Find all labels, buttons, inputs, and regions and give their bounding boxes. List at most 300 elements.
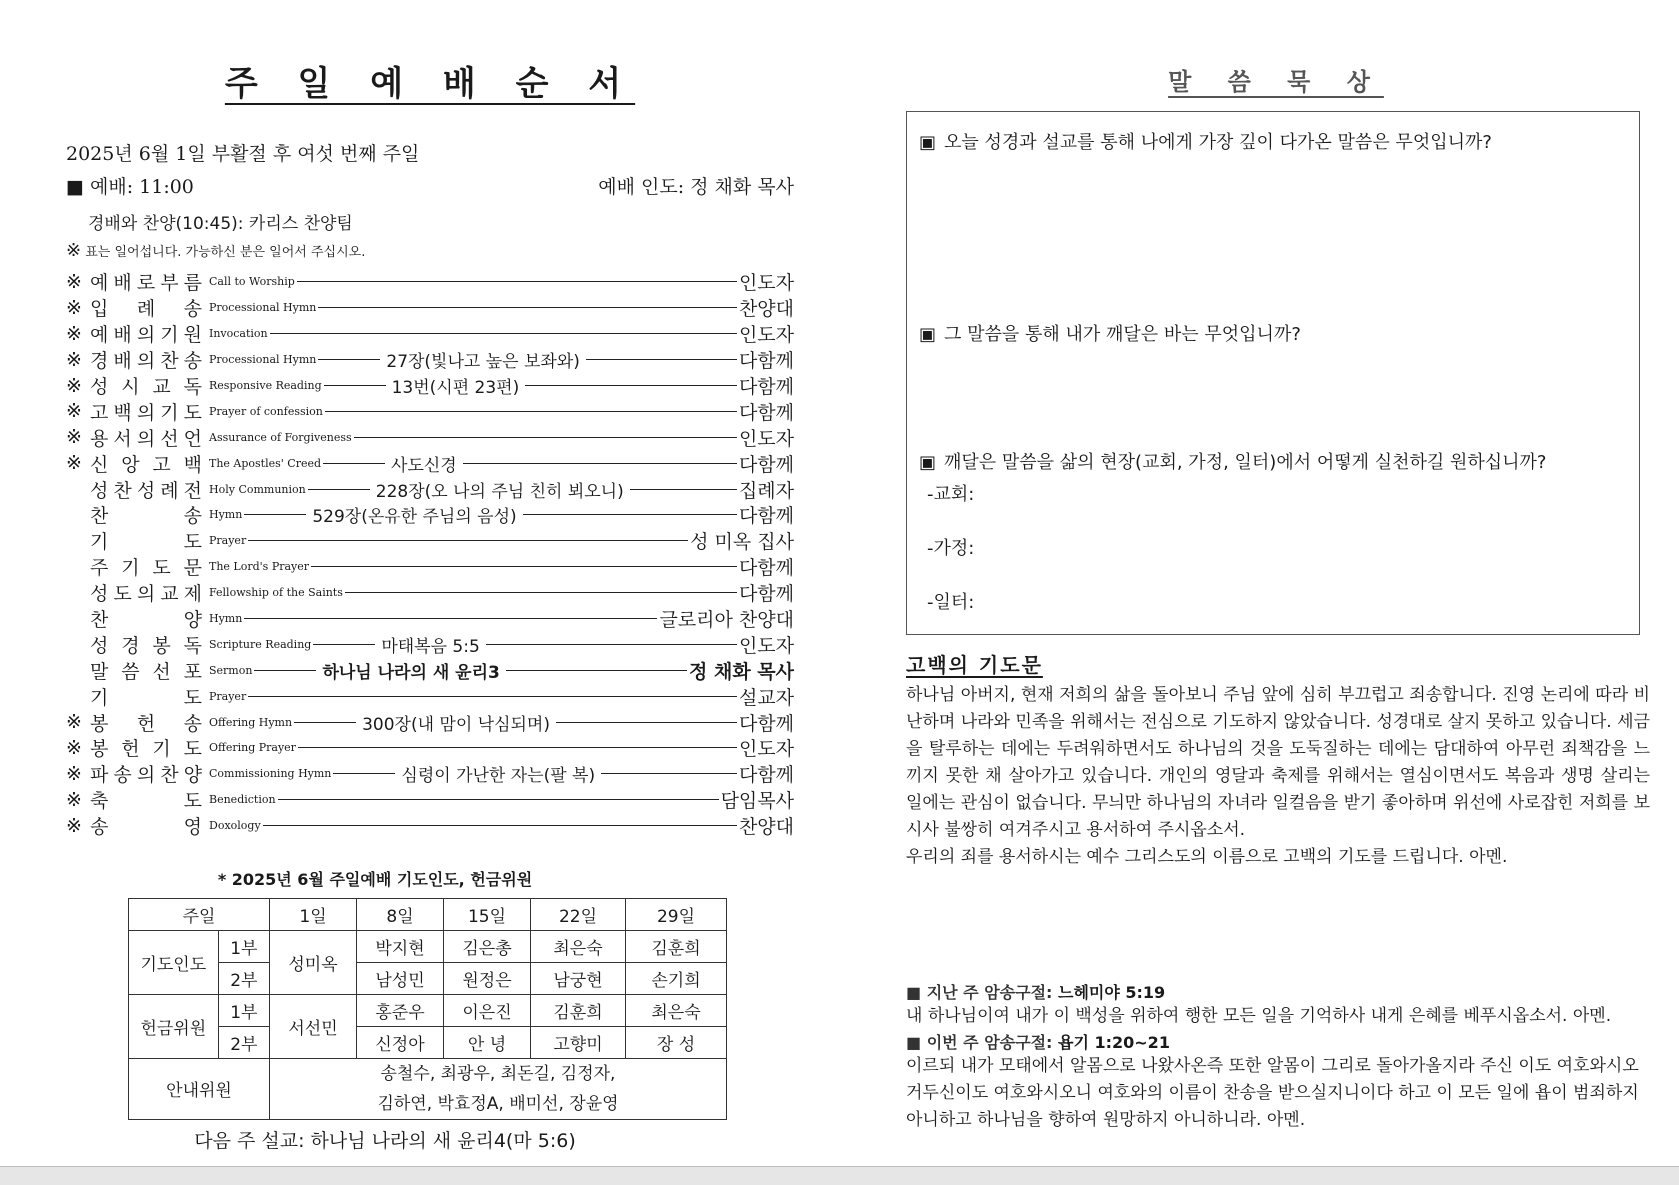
name-char: 영 — [183, 816, 202, 839]
table-row — [129, 1026, 727, 1058]
order-item-english: Scripture Reading — [209, 637, 312, 651]
table-cell: 장 성 — [626, 1026, 727, 1058]
table-cell: 남궁현 — [531, 962, 626, 994]
name-char: 찬 — [160, 350, 179, 373]
date-line: 2025년 6월 1일 부활절 후 여섯 번째 주일 — [66, 143, 420, 165]
leader-line — [263, 825, 737, 826]
table-row — [129, 962, 727, 994]
order-item-detail: 27장(빛나고 높은 보좌와) — [386, 352, 580, 373]
order-item-name — [90, 320, 202, 347]
order-item-leader: 인도자 — [738, 427, 794, 450]
order-item-english: Prayer — [209, 534, 247, 548]
order-item-name — [90, 424, 202, 451]
leader-line — [601, 773, 737, 774]
duty-table — [128, 898, 727, 1120]
order-item-leader: 다함께 — [738, 764, 794, 787]
order-item-english: Prayer — [209, 689, 247, 703]
table-cell: 최은숙 — [531, 930, 626, 962]
name-char: 송 — [183, 298, 202, 321]
praise-time: 경배와 찬양(10:45): 카리스 찬양팀 — [88, 214, 353, 234]
name-char: 백 — [183, 453, 202, 476]
order-item-detail: 228장(오 나의 주님 친히 뵈오니) — [375, 481, 624, 502]
table-cell: 안 녕 — [444, 1026, 531, 1058]
table-cell: 남성민 — [357, 962, 444, 994]
name-char: 용 — [90, 427, 109, 450]
name-char: 포 — [183, 660, 202, 683]
name-char: 양 — [183, 764, 202, 787]
order-item — [66, 709, 794, 735]
name-char: 파 — [90, 764, 109, 787]
standing-mark: ※ — [66, 736, 82, 759]
table-cell: 이은진 — [444, 994, 531, 1026]
name-char: 기 — [90, 531, 109, 554]
leader-line — [586, 359, 737, 360]
order-item-english: The Lord's Prayer — [209, 560, 310, 574]
usher-names-line: 송철수, 최광우, 최돈길, 김정자, — [380, 1063, 616, 1084]
next-sermon: 다음 주 설교: 하나님 나라의 새 윤리4(마 5:6) — [194, 1129, 576, 1152]
order-item-leader: 인도자 — [738, 634, 794, 657]
leader-line — [325, 411, 737, 412]
order-item-leader: 다함께 — [738, 505, 794, 528]
name-char: 선 — [160, 427, 179, 450]
leader-line — [248, 540, 688, 541]
table-cell: 최은숙 — [626, 994, 727, 1026]
name-char: 송 — [113, 764, 132, 787]
name-char: 문 — [183, 557, 202, 580]
leader-line — [297, 281, 737, 282]
order-item-leader: 글로리아 찬양대 — [659, 609, 794, 632]
name-char: 도 — [183, 790, 202, 813]
part-label: 1부 — [218, 930, 269, 962]
order-item-english: Prayer of confession — [209, 404, 323, 418]
leader-line — [254, 670, 316, 671]
order-item-english: Hymn — [209, 508, 243, 522]
leader-line — [523, 514, 737, 515]
page-bottom-bar — [0, 1166, 1679, 1185]
leader-line — [278, 799, 719, 800]
order-item-leader: 성 미옥 집사 — [690, 531, 794, 554]
worship-time: ■ 예배: 11:00 — [66, 176, 194, 198]
standing-mark: ※ — [66, 374, 82, 397]
question-1 — [919, 128, 1492, 154]
name-char: 배 — [113, 272, 132, 295]
table-header-cell: 22일 — [531, 898, 626, 930]
name-char: 의 — [136, 764, 156, 787]
leader-line — [324, 385, 386, 386]
leader-line — [354, 437, 737, 438]
name-char: 앙 — [121, 453, 140, 476]
order-item — [66, 424, 794, 450]
standing-mark: ※ — [66, 452, 82, 475]
order-item-leader: 정 채화 목사 — [689, 660, 794, 683]
order-item-english: Call to Worship — [209, 275, 295, 289]
question-mark-icon: ▣ — [919, 324, 937, 345]
order-item — [66, 398, 794, 424]
leader-line — [463, 463, 737, 464]
name-char: 도 — [113, 583, 132, 606]
table-cell: 신정아 — [357, 1026, 444, 1058]
order-item-name — [90, 553, 202, 580]
leader-line — [308, 489, 370, 490]
prayer-label: 기도인도 — [129, 930, 219, 994]
order-list — [66, 269, 794, 839]
leader-line — [270, 333, 737, 334]
usher-names — [270, 1058, 727, 1119]
name-char: 고 — [90, 401, 109, 424]
table-header-cell: 29일 — [626, 898, 727, 930]
table-header-cell: 8일 — [357, 898, 444, 930]
table-cell: 서선민 — [270, 994, 357, 1058]
usher-names-line: 김하연, 박효정A, 배미선, 장윤영 — [377, 1093, 619, 1114]
order-item — [66, 735, 794, 761]
order-item-detail: 13번(시편 23편) — [391, 378, 520, 398]
order-item-leader: 인도자 — [738, 272, 794, 295]
name-char: 기 — [152, 738, 171, 761]
order-item-english: Sermon — [209, 663, 253, 677]
order-item-leader: 다함께 — [738, 401, 794, 424]
order-item — [66, 295, 794, 321]
usher-label: 안내위원 — [129, 1058, 270, 1119]
standing-mark: ※ — [66, 814, 82, 837]
notice-mark: ※ — [66, 240, 82, 261]
standing-notice — [66, 240, 794, 261]
name-char: 송 — [90, 816, 109, 839]
table-cell: 성미옥 — [270, 930, 357, 994]
order-item-leader: 다함께 — [738, 712, 794, 735]
name-char: 의 — [136, 583, 156, 606]
leader-line — [244, 514, 306, 515]
table-cell: 김훈희 — [626, 930, 727, 962]
name-char: 언 — [183, 427, 202, 450]
table-row — [129, 994, 727, 1026]
table-cell: 김은총 — [444, 930, 531, 962]
name-char: 도 — [183, 401, 202, 424]
name-char: 양 — [183, 609, 202, 632]
name-char: 기 — [90, 686, 109, 709]
order-item-name — [90, 605, 202, 632]
sub-home: -가정: — [927, 538, 975, 559]
order-item-leader: 집례자 — [738, 479, 794, 502]
order-item — [66, 502, 794, 528]
standing-mark: ※ — [66, 400, 82, 423]
name-char: 기 — [160, 324, 179, 347]
leader-line — [323, 463, 385, 464]
standing-mark: ※ — [66, 270, 82, 293]
last-verse-heading — [906, 980, 1650, 1003]
question-text: 깨달은 말씀을 삶의 현장(교회, 가정, 일터)에서 어떻게 실천하길 원하십니까? — [944, 452, 1547, 473]
order-item-english: Benediction — [209, 793, 276, 807]
order-item-english: Processional Hymn — [209, 301, 317, 315]
name-char: 고 — [152, 453, 171, 476]
name-char: 말 — [90, 660, 109, 683]
name-char: 배 — [113, 350, 132, 373]
name-char: 헌 — [121, 738, 140, 761]
order-item — [66, 373, 794, 399]
last-verse-ref: 느헤미야 5:19 — [1058, 983, 1166, 1002]
standing-mark: ※ — [66, 711, 82, 734]
order-item-english: Doxology — [209, 819, 261, 833]
order-item-name — [90, 709, 202, 736]
order-item-leader: 설교자 — [738, 686, 794, 709]
name-char: 봉 — [90, 738, 109, 761]
name-char: 도 — [183, 738, 202, 761]
question-3 — [919, 448, 1546, 474]
name-char: 봉 — [90, 712, 109, 735]
sub-work: -일터: — [927, 592, 975, 613]
order-item-name — [90, 372, 202, 399]
this-verse-ref: 욥기 1:20~21 — [1058, 1033, 1170, 1052]
prayer-ending: 우리의 죄를 용서하시는 예수 그리스도의 이름으로 고백의 기도를 드립니다. 아멘. — [906, 847, 1508, 867]
order-item-english: Processional Hymn — [209, 353, 317, 367]
offering-label: 헌금위원 — [129, 994, 219, 1058]
order-item — [66, 657, 794, 683]
order-item-leader: 인도자 — [738, 324, 794, 347]
order-item-leader: 다함께 — [738, 557, 794, 580]
leader-line — [294, 722, 356, 723]
order-item — [66, 580, 794, 606]
name-char: 의 — [136, 324, 156, 347]
order-item-name — [90, 294, 202, 321]
leader-line — [311, 566, 737, 567]
order-item-detail: 사도신경 — [391, 455, 457, 476]
table-cell: 홍준우 — [357, 994, 444, 1026]
name-char: 찬 — [113, 479, 132, 502]
order-item — [66, 528, 794, 554]
order-item-english: The Apostles' Creed — [209, 456, 322, 470]
order-item-name — [90, 812, 202, 839]
order-item — [66, 761, 794, 787]
name-char: 원 — [183, 324, 202, 347]
order-item-name — [90, 268, 202, 295]
table-header-cell: 1일 — [270, 898, 357, 930]
leader-line — [318, 307, 737, 308]
order-item — [66, 606, 794, 632]
standing-mark: ※ — [66, 426, 82, 449]
order-item-leader: 다함께 — [738, 583, 794, 606]
this-verse-text: 이르되 내가 모태에서 알몸으로 나왔사온즉 또한 알몸이 그리로 돌아가올지라 주신 이도 여호와시오 거두신이도 여호와시오니 여호와의 이름이 찬송을 받으실지니이다 하고 이 모든 일에 욥이 범죄하지 아니하고 하나님을 향하여 원망하지 아니하니라. 아멘. — [906, 1056, 1639, 1130]
name-char: 의 — [136, 401, 156, 424]
order-item-english: Offering Hymn — [209, 715, 293, 729]
order-item-name — [90, 450, 202, 477]
last-verse-label: ■ 지난 주 암송구절: — [906, 983, 1053, 1002]
sub-church: -교회: — [927, 484, 975, 505]
name-char: 독 — [183, 634, 202, 657]
name-char: 배 — [113, 324, 132, 347]
standing-mark: ※ — [66, 322, 82, 345]
worship-leader: 예배 인도: 정 채화 목사 — [598, 176, 794, 198]
name-char: 도 — [183, 686, 202, 709]
order-item-name — [90, 579, 202, 606]
table-cell: 원정은 — [444, 962, 531, 994]
order-item — [66, 269, 794, 295]
prayer-text — [906, 682, 1650, 871]
question-2 — [919, 320, 1301, 346]
prayer-title: 고백의 기도문 — [906, 653, 1043, 677]
order-item-name — [90, 734, 202, 761]
name-char: 찬 — [160, 764, 179, 787]
order-item-name — [90, 683, 202, 710]
name-char: 입 — [90, 298, 109, 321]
part-label: 1부 — [218, 994, 269, 1026]
order-item-name — [90, 527, 202, 554]
order-item-leader: 다함께 — [738, 350, 794, 373]
name-char: 송 — [183, 505, 202, 528]
order-item-english: Offering Prayer — [209, 741, 296, 755]
table-cell: 박지현 — [357, 930, 444, 962]
name-char: 전 — [183, 479, 202, 502]
name-char: 찬 — [90, 505, 109, 528]
order-item-english: Hymn — [209, 612, 243, 626]
table-row — [129, 930, 727, 962]
name-char: 부 — [160, 272, 179, 295]
leader-line — [525, 385, 737, 386]
order-item-leader: 찬양대 — [738, 298, 794, 321]
table-cell: 손기희 — [626, 962, 727, 994]
leader-line — [556, 722, 737, 723]
question-text: 오늘 성경과 설교를 통해 나에게 가장 깊이 다가온 말씀은 무엇입니까? — [944, 132, 1492, 153]
name-char: 성 — [90, 583, 109, 606]
name-char: 경 — [121, 634, 140, 657]
order-item — [66, 450, 794, 476]
name-char: 기 — [121, 557, 140, 580]
table-header-cell: 15일 — [444, 898, 531, 930]
name-char: 백 — [113, 401, 132, 424]
worship-order-section — [66, 56, 794, 1153]
order-item-detail: 마태복음 5:5 — [381, 636, 480, 657]
name-char: 예 — [90, 272, 109, 295]
order-item-name — [90, 346, 202, 373]
name-char: 교 — [160, 583, 179, 606]
order-item — [66, 476, 794, 502]
duty-table-title: * 2025년 6월 주일예배 기도인도, 헌금위원 — [217, 869, 533, 889]
name-char: 축 — [90, 790, 109, 813]
leader-line — [486, 644, 737, 645]
order-item-english: Fellowship of the Saints — [209, 586, 343, 600]
name-char: 의 — [136, 427, 156, 450]
order-item — [66, 813, 794, 839]
name-char: 독 — [183, 376, 202, 399]
order-item-english: Commissioning Hymn — [209, 767, 332, 781]
name-char: 봉 — [152, 634, 171, 657]
name-char: 송 — [183, 350, 202, 373]
notice-text: 표는 일어섭니다. 가능하신 분은 일어서 주십시오. — [85, 245, 366, 260]
standing-mark: ※ — [66, 762, 82, 785]
order-item-english: Holy Communion — [209, 482, 306, 496]
order-item-english: Responsive Reading — [209, 379, 322, 392]
meditation-title: 말 씀 묵 상 — [1168, 68, 1384, 96]
leader-line — [244, 618, 657, 619]
question-mark-icon: ▣ — [919, 132, 937, 153]
last-verse-text: 내 하나님이여 내가 이 백성을 위하여 행한 모든 일을 기억하사 내게 은혜를 베푸시옵소서. 아멘. — [906, 1006, 1612, 1026]
leader-line — [298, 747, 737, 748]
order-item-name — [90, 398, 202, 425]
leader-line — [333, 773, 395, 774]
name-char: 예 — [90, 324, 109, 347]
name-char: 제 — [183, 583, 202, 606]
order-item — [66, 787, 794, 813]
page-title: 주 일 예 배 순 서 — [224, 64, 636, 104]
part-label: 2부 — [218, 962, 269, 994]
this-verse-heading — [906, 1030, 1650, 1053]
name-char: 름 — [183, 272, 202, 295]
order-item-detail: 하나님 나라의 새 윤리3 — [322, 662, 500, 683]
name-char: 선 — [152, 660, 171, 683]
name-char: 례 — [136, 298, 156, 321]
name-char: 례 — [160, 479, 179, 502]
table-header-cell: 주일 — [129, 898, 270, 930]
leader-line — [318, 359, 380, 360]
worship-info — [66, 172, 794, 199]
standing-mark: ※ — [66, 788, 82, 811]
name-char: 의 — [136, 350, 156, 373]
name-char: 송 — [183, 712, 202, 735]
name-char: 성 — [90, 376, 109, 399]
order-item-name — [90, 657, 202, 684]
order-item-english: Assurance of Forgiveness — [209, 430, 352, 444]
name-char: 교 — [152, 376, 171, 399]
table-cell: 고향미 — [531, 1026, 626, 1058]
order-item-leader: 다함께 — [738, 376, 794, 399]
name-char: 헌 — [136, 712, 156, 735]
table-row — [129, 1058, 727, 1119]
order-item-name — [90, 631, 202, 658]
order-item-name — [90, 786, 202, 813]
order-item-leader: 인도자 — [738, 738, 794, 761]
order-item-leader: 담임목사 — [720, 790, 794, 813]
leader-line — [630, 489, 737, 490]
standing-mark: ※ — [66, 348, 82, 371]
leader-line — [506, 670, 687, 671]
order-item-leader: 다함께 — [738, 453, 794, 476]
memory-verse-section — [906, 980, 1650, 1134]
name-char: 씀 — [121, 660, 140, 683]
name-char: 시 — [121, 376, 140, 399]
name-char: 로 — [136, 272, 156, 295]
order-item-leader: 찬양대 — [738, 816, 794, 839]
standing-mark: ※ — [66, 296, 82, 319]
question-mark-icon: ▣ — [919, 452, 937, 473]
order-item-detail: 529장(온유한 주님의 음성) — [312, 507, 517, 528]
name-char: 도 — [152, 557, 171, 580]
name-char: 신 — [90, 453, 109, 476]
name-char: 성 — [136, 479, 156, 502]
name-char: 성 — [90, 479, 109, 502]
order-item-name — [90, 476, 202, 503]
name-char: 서 — [113, 427, 132, 450]
order-item — [66, 683, 794, 709]
question-text: 그 말씀을 통해 내가 깨달은 바는 무엇입니까? — [944, 324, 1301, 345]
name-char: 경 — [90, 350, 109, 373]
meditation-box — [906, 111, 1640, 635]
leader-line — [313, 644, 375, 645]
order-item — [66, 321, 794, 347]
name-char: 주 — [90, 557, 109, 580]
this-verse-label: ■ 이번 주 암송구절: — [906, 1033, 1053, 1052]
order-item-detail: 300장(내 맘이 낙심되며) — [362, 714, 550, 735]
leader-line — [345, 592, 737, 593]
prayer-body: 하나님 아버지, 현재 저희의 삶을 돌아보니 주님 앞에 심히 부끄럽고 죄송합니다. 진영 논리에 따라 비난하며 나라와 민족을 위해서는 전심으로 기도하지 않았습니다. 성경대로 살지 못하고 있습니다. 세금을 탈루하는 데에는 두려워하면서도 하나님의 것을 도둑질하는 데에는 담대하여 아무런 죄책감을 느끼지 못한 채 살아가고 있습니다. 개인의 영달과 축제를 위해서는 열심이면서도 복음과 생명 살리는 일에는 관심이 없습니다. 무늬만 하나님의 자녀라 일컬음을 받기 좋아하며 위선에 사로잡힌 저희를 보시사 불쌍히 여겨주시고 용서하여 주시옵소서. — [906, 685, 1650, 840]
name-char: 기 — [160, 401, 179, 424]
order-item-english: Invocation — [209, 327, 268, 341]
table-cell: 김훈희 — [531, 994, 626, 1026]
name-char: 성 — [90, 634, 109, 657]
part-label: 2부 — [218, 1026, 269, 1058]
order-item-name — [90, 501, 202, 528]
table-row — [129, 898, 727, 930]
order-item — [66, 347, 794, 373]
order-item — [66, 554, 794, 580]
order-item-name — [90, 760, 202, 787]
